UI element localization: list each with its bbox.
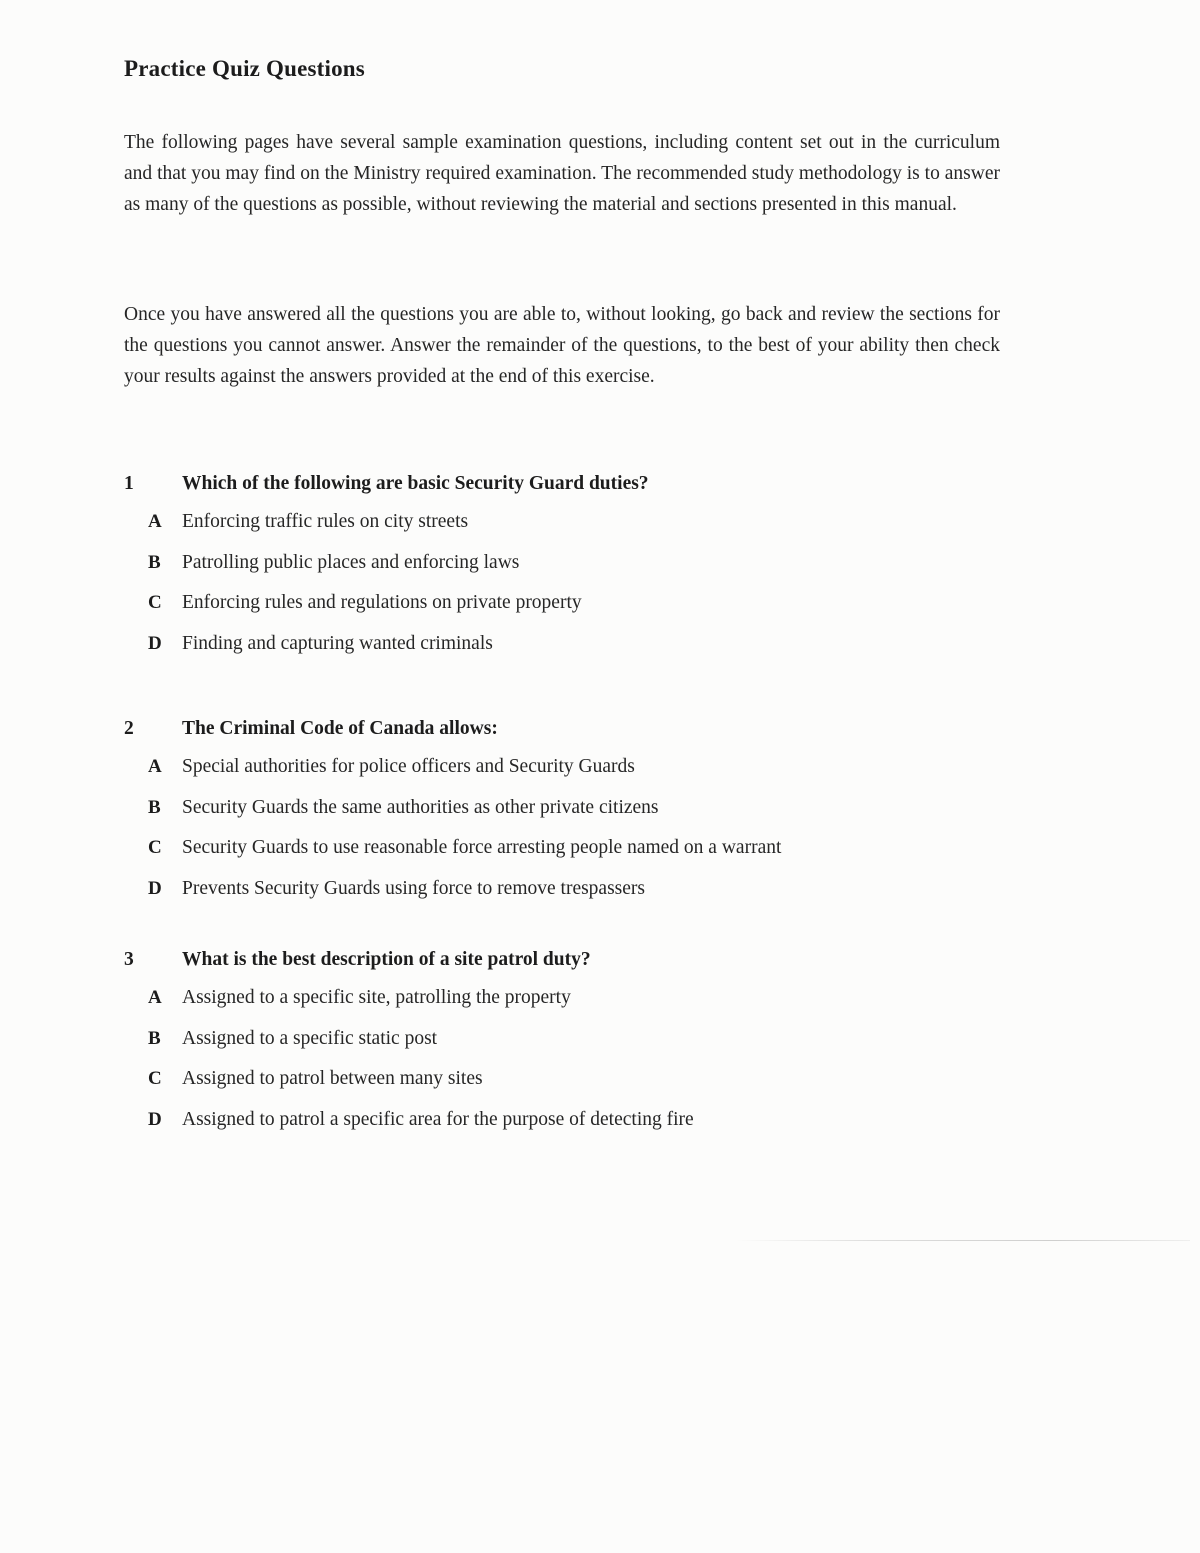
option-letter: D [148,1108,162,1130]
option-letter: B [148,551,161,573]
option-text: Patrolling public places and enforcing laws [182,551,520,573]
option-letter: C [148,837,162,858]
option-letter: A [148,756,162,777]
option-text: Special authorities for police officers and Security Guards [182,756,635,777]
option-letter: A [148,511,162,532]
option-letter: C [148,592,162,613]
answer-option-b [124,791,1084,832]
option-text: Enforcing rules and regulations on private property [182,592,582,613]
scan-artifact-line [735,1240,1190,1241]
answer-option-a [124,505,1084,546]
question-text: Which of the following are basic Security Guard duties? [182,473,649,494]
option-letter: C [148,1068,162,1089]
option-text: Assigned to patrol a specific area for the purpose of detecting fire [182,1108,694,1130]
option-text: Assigned to patrol between many sites [182,1068,483,1089]
option-text: Security Guards the same authorities as other private citizens [182,796,659,818]
intro-paragraph-2: Once you have answered all the questions you are able to, without looking, go back and review the sections for the questions you cannot answer. Answer the remainder of the questions, to the best of your ability then check your results against the answers provided at the end of this exercise. [124,304,1000,387]
option-text: Assigned to a specific static post [182,1027,438,1049]
option-letter: D [148,632,162,654]
option-letter: A [148,987,162,1008]
answer-option-b [124,546,1084,587]
question-header [124,949,1084,981]
answer-option-c [124,586,1084,627]
question-number: 2 [124,718,134,739]
answer-option-b [124,1022,1084,1063]
answer-option-d [124,627,1084,668]
answer-option-c [124,1062,1084,1103]
answer-option-d [124,1103,1084,1144]
question-2 [124,718,1084,912]
question-1 [124,473,1084,667]
option-letter: D [148,877,162,899]
question-header [124,473,1084,505]
answer-option-a [124,981,1084,1022]
answer-option-a [124,750,1084,791]
page-title: Practice Quiz Questions [124,56,365,81]
option-text: Assigned to a specific site, patrolling the property [182,987,571,1008]
question-text: What is the best description of a site patrol duty? [182,949,591,970]
question-header [124,718,1084,750]
option-text: Prevents Security Guards using force to remove trespassers [182,877,646,899]
option-text: Security Guards to use reasonable force arresting people named on a warrant [182,837,782,858]
question-number: 3 [124,949,134,970]
answer-option-c [124,831,1084,872]
intro-paragraph-1: The following pages have several sample examination questions, including content set out in the curriculum and that you may find on the Ministry required examination. The recommended study methodology is to answer as many of the questions as possible, without reviewing the material and sections presented in this manual. [124,132,1000,215]
question-3 [124,949,1084,1143]
option-text: Finding and capturing wanted criminals [182,632,493,654]
question-text: The Criminal Code of Canada allows: [182,718,498,739]
option-letter: B [148,1027,161,1049]
option-text: Enforcing traffic rules on city streets [182,511,469,532]
question-number: 1 [124,473,134,494]
answer-option-d [124,872,1084,913]
option-letter: B [148,796,161,818]
